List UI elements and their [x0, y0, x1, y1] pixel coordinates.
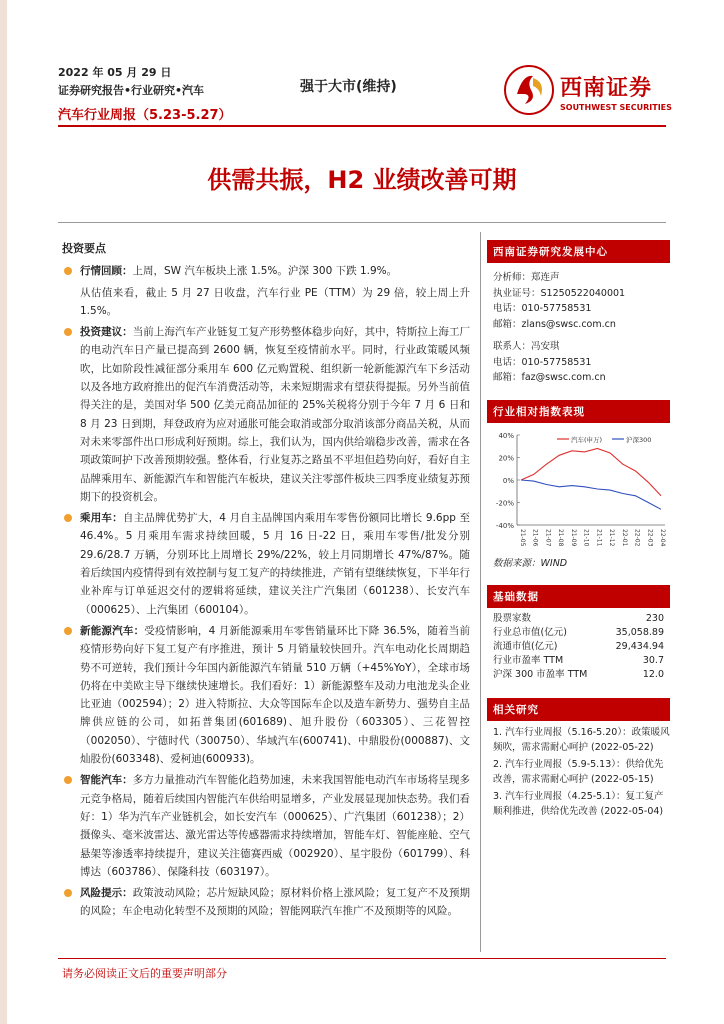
series-line: [521, 480, 661, 509]
stat-row: [487, 626, 670, 640]
disclaimer-note: 请务必阅读正文后的重要声明部分: [62, 967, 227, 980]
new-energy-vehicle: 新能源汽车：受疫情影响，4 月新能源乘用车零售销量环比下降 36.5%，随着当前疫情形势向好下复工复产有序推进，预计 5 月销量较快回升。汽车电动化长周期趋势不可逆转，我们预计今年国内新能源汽车销量 510 万辆（+45%YoY），全球市场仍将在中美欧主导下继续快速增长。我们看好：1）新能源整车及动力电池龙头企业比亚迪（002594）；2）进入特斯拉、大众等国际车企以及造车新势力、强势自主品牌供应链的公司，如拓普集团(601689)、旭升股份（603305）、三花智控（002050）、宁德时代（300750）、华域汽车(600741)、中鼎股份(000887)、文灿股份(603348)、爱柯迪(600933)。: [62, 622, 470, 768]
contact: 联系人：冯安琪: [493, 341, 560, 352]
report-category: 证券研究报告•行业研究•汽车: [58, 84, 205, 97]
related-research-heading: 相关研究: [487, 698, 670, 721]
sidebar: [487, 240, 670, 821]
stat-value: 12.0: [642, 669, 664, 680]
x-tick-label: 21-05: [519, 528, 526, 546]
header-divider: [58, 125, 666, 127]
related-research-list: [487, 725, 670, 819]
stat-label: 沪深 300 市盈率 TTM: [493, 669, 588, 680]
x-tick-label: 22-04: [659, 528, 666, 546]
chart-heading: 行业相对指数表现: [487, 400, 670, 423]
left-accent-bar: [0, 0, 7, 1024]
legend-label: 汽车(申万): [571, 435, 603, 444]
smart-vehicle: 智能汽车：多方力量推动汽车智能化趋势加速，未来我国智能电动汽车市场将呈现多元竞争格局，随着后续国内智能汽车供给明显增多，产业发展显现加快态势。我们看好：1）华为汽车产业链机会，如长安汽车（000625）、广汽集团（601238）；2）摄像头、毫米波雷达、激光雷达等传感器需求持续增加，智能车灯、智能座舱、空气悬架等渗透率持续提升，建议关注德赛西威（002920）、星宇股份（601799）、科博达（603786）、保隆科技（603197）。: [62, 771, 470, 881]
stat-label: 股票家数: [493, 613, 532, 624]
x-tick-label: 22-03: [646, 528, 654, 546]
logo-english: SOUTHWEST SECURITIES: [560, 103, 672, 112]
bullet-icon: [64, 514, 72, 522]
stat-row: [487, 654, 670, 668]
email: 邮箱：zlans@swsc.com.cn: [493, 318, 616, 330]
phone: 电话：010-57758531: [493, 356, 592, 368]
stat-value: 35,058.89: [615, 627, 664, 638]
bullet-icon: [64, 889, 72, 897]
y-tick-label: 20%: [498, 454, 514, 462]
x-tick-label: 22-02: [633, 528, 641, 546]
x-tick-label: 21-08: [557, 528, 565, 546]
investment-highlights: [62, 240, 470, 924]
investment-advice: 投资建议：当前上海汽车产业链复工复产形势整体稳步向好，其中，特斯拉上海工厂的电动汽车日产量已提高到 2600 辆，恢复至疫情前水平。同时，行业政策暖风频吹，比如阶段性减征部分乘用车 600 亿元购置税、组织新一轮新能源汽车下乡活动以及各地方政府推出的促汽车消费活动等，未来短期需求有望获得提振。另外当前值得关注的是，美国对华 500 亿美元商品加征的 25%关税将分别于今年 7 月 6 日和 8 月 23 日到期，拜登政府为应对通胀可能会取消或部分取消该部分商品关税，从而对未来零部件出口形成利好预期。综上，我们认为，国内供给端稳步改善，需求在各项政策呵护下改善预期较强。整体看，行业复苏之路虽不平坦但趋势向好，看好自主品牌乘用车、新能源汽车和智能汽车板块，建议关注零部件板块三四季度业绩复苏预期下的投资机会。: [62, 323, 470, 506]
basic-data-table: [487, 612, 670, 682]
stat-row: [487, 612, 670, 626]
logo-text: 西南证券: [560, 75, 653, 101]
stat-row: [487, 668, 670, 682]
y-tick-label: -20%: [495, 499, 514, 507]
x-tick-label: 21-09: [569, 528, 577, 546]
basic-data-heading: 基础数据: [487, 585, 670, 608]
x-tick-label: 21-06: [531, 528, 539, 546]
stat-label: 流通市值(亿元): [493, 641, 558, 652]
market-review: 行情回顾：上周，SW 汽车板块上涨 1.5%。沪深 300 下跌 1.9%。: [62, 262, 470, 280]
rating: 强于大市(维持): [300, 79, 397, 95]
related-report-link[interactable]: 1. 汽车行业周报（5.16-5.20）：政策暖风频吹，需求需耐心呵护 (2022-05-22): [493, 727, 670, 753]
stat-value: 30.7: [642, 655, 664, 666]
phone: 电话：010-57758531: [493, 303, 592, 314]
email: 邮箱：faz@swsc.com.cn: [493, 372, 606, 383]
data-source: 数据来源：WIND: [493, 557, 568, 569]
stat-value: 29,434.94: [615, 641, 664, 652]
bullet-icon: [64, 776, 72, 784]
stat-value: 230: [645, 613, 664, 624]
analyst: 分析师：郑连声: [493, 272, 560, 283]
stat-row: [487, 640, 670, 654]
section-heading: 投资要点: [62, 242, 106, 255]
legend-label: 沪深300: [626, 435, 652, 444]
risk-warning: 风险提示：政策波动风险；芯片短缺风险；原材料价格上涨风险；复工复产不及预期的风险；车企电动化转型不及预期的风险；智能网联汽车推广不及预期等的风险。: [62, 884, 470, 921]
title-divider: [58, 222, 666, 223]
stat-label: 行业总市值(亿元): [493, 627, 567, 638]
logo-mark-icon: [503, 64, 555, 116]
footer-divider: [58, 958, 666, 959]
related-report-link[interactable]: 2. 汽车行业周报（5.9-5.13）：供给优先改善，需求需耐心呵护 (2022-05-15): [493, 759, 664, 785]
relative-index-chart: [487, 423, 670, 553]
column-divider: [480, 232, 481, 952]
valuation-text: 从估值来看，截止 5 月 27 日收盘，汽车行业 PE（TTM）为 29 倍，较上周上升 1.5%。: [80, 286, 470, 317]
cert-number: 执业证号：S1250522040001: [493, 287, 626, 299]
bullet-icon: [64, 627, 72, 635]
x-tick-label: 22-01: [620, 528, 628, 546]
y-tick-label: -40%: [495, 521, 514, 530]
bullet-icon: [64, 328, 72, 336]
x-tick-label: 21-11: [595, 528, 603, 546]
y-tick-label: 0%: [502, 476, 514, 485]
stat-label: 行业市盈率 TTM: [493, 655, 564, 666]
passenger-car: 乘用车：自主品牌优势扩大，4 月自主品牌国内乘用车零售份额同比增长 9.6pp 至 46.4%。5 月乘用车需求持续回暖，5 月 16 日-22 日，乘用车零售/批发分别 29.6/28.7 万辆，分别环比上周增长 29%/22%，较上月同期增长 47%/87%。随着后续国内疫情得到有效控制与复工复产的持续推进，产销有望继续恢复，下半年行业补库与订单延迟交付的逻辑将延续，建议关注广汽集团（601238）、长安汽车（000625）、上汽集团（600104）。: [62, 509, 470, 619]
x-tick-label: 21-10: [582, 528, 590, 546]
x-tick-label: 21-07: [544, 528, 552, 546]
report-title: 供需共振，H2 业绩改善可期: [207, 166, 517, 194]
report-date: 2022 年 05 月 29 日: [58, 66, 172, 79]
related-report-link[interactable]: 3. 汽车行业周报（4.25-5.1）：复工复产顺利推进，供给优先改善 (2022-05-04): [493, 791, 664, 817]
report-series: 汽车行业周报（5.23-5.27）: [58, 108, 232, 123]
bullet-icon: [64, 267, 72, 275]
y-tick-label: 40%: [498, 431, 514, 440]
series-line: [521, 448, 661, 495]
x-tick-label: 21-12: [608, 528, 616, 546]
institution-heading: 西南证券研究发展中心: [487, 240, 670, 263]
